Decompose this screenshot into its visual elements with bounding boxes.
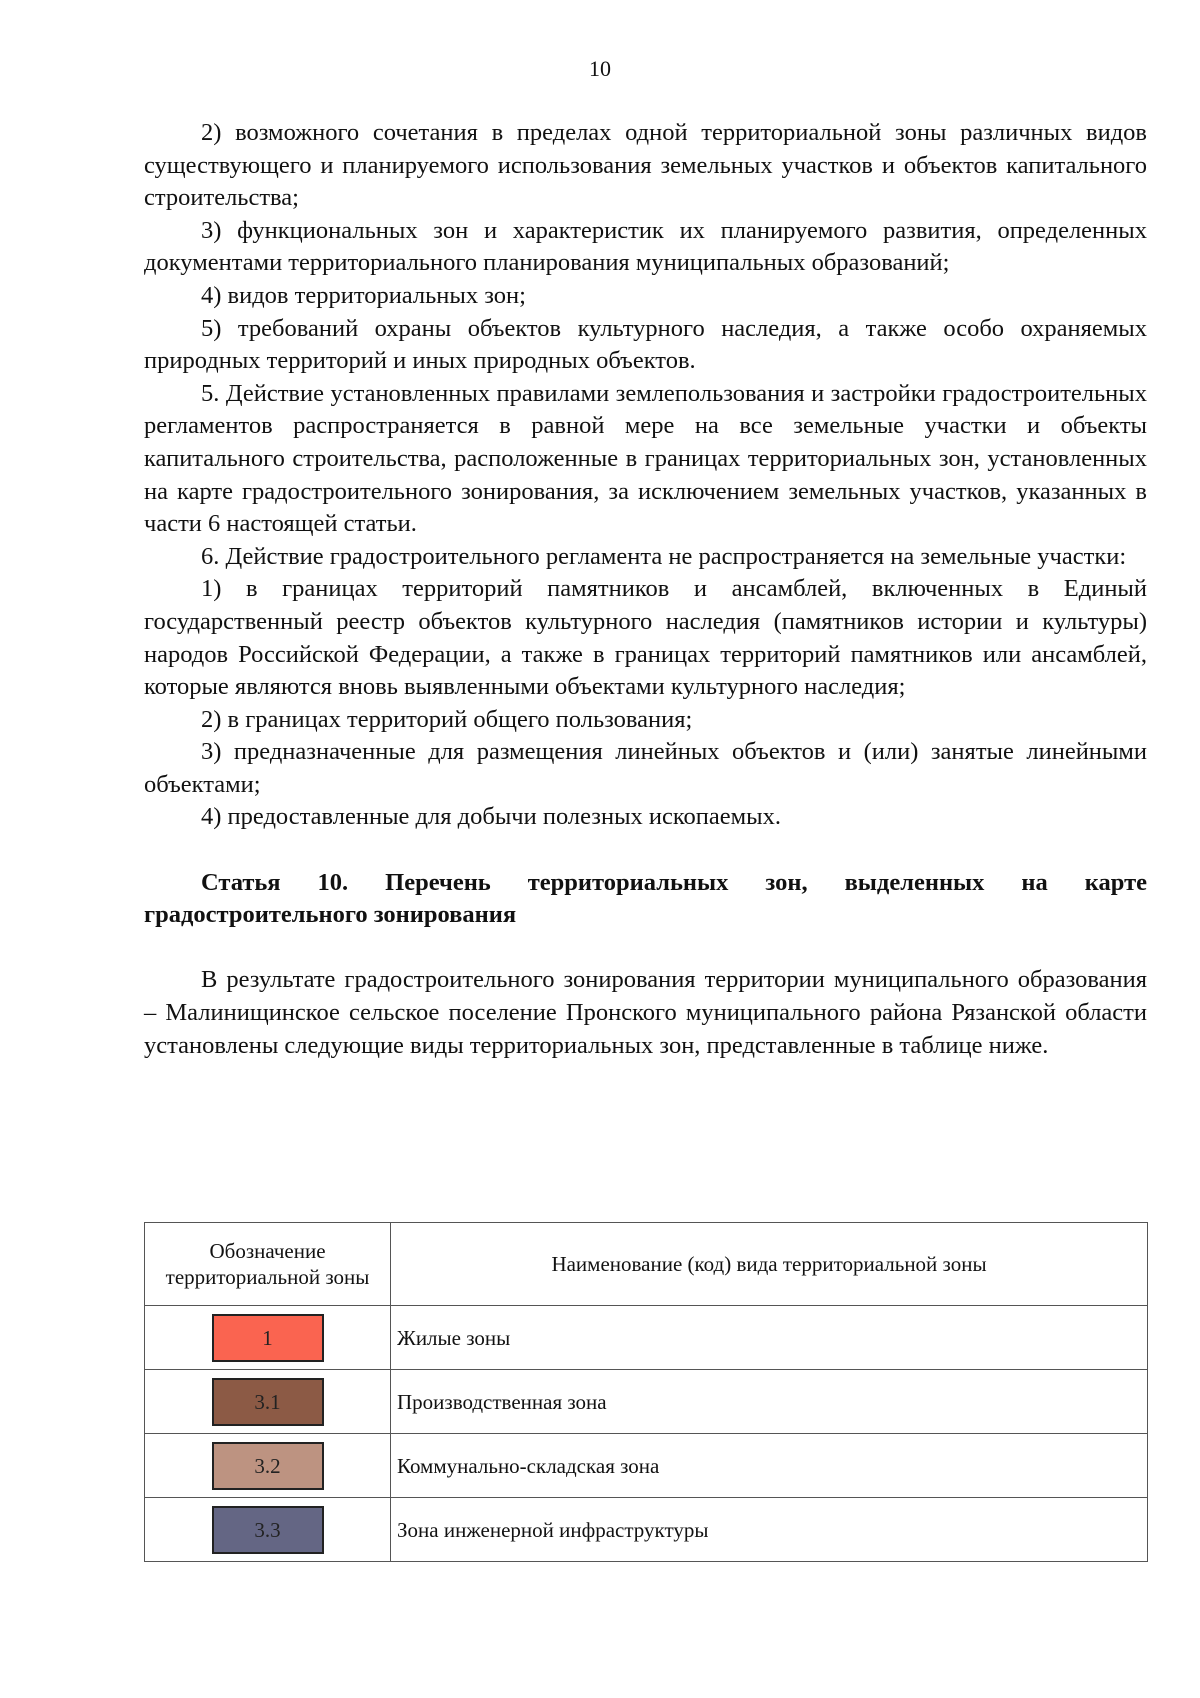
zone-swatch: 1	[212, 1314, 324, 1362]
paragraph: 3) функциональных зон и характеристик их планируемого развития, определенных документами территориального планирования муниципальных образований;	[144, 216, 1147, 277]
page-number: 10	[589, 56, 611, 81]
zone-swatch: 3.1	[212, 1378, 324, 1426]
table-row	[145, 1498, 1148, 1562]
header-zone-designation: Обозначение территориальной зоны	[145, 1223, 391, 1306]
zone-designation-cell	[145, 1306, 391, 1370]
zone-name: Зона инженерной инфраструктуры	[391, 1498, 1148, 1562]
zone-name: Коммунально-складская зона	[391, 1434, 1148, 1498]
zone-designation-cell	[145, 1370, 391, 1434]
paragraph: 6. Действие градостроительного регламента не распространяется на земельные участки:	[201, 542, 1127, 570]
zone-name: Жилые зоны	[391, 1306, 1148, 1370]
table-row	[145, 1370, 1148, 1434]
table-header-row	[145, 1223, 1148, 1306]
paragraph: 5. Действие установленных правилами землепользования и застройки градостроительных регламентов распространяется в равной мере на все земельные участки и объекты капитального строительства, расположенные в границах территориальных зон, установленных на карте градостроительного зонирования, за исключением земельных участков, указанных в части 6 настоящей статьи.	[144, 379, 1147, 538]
zone-designation-cell	[145, 1434, 391, 1498]
document-body	[144, 117, 1147, 1062]
article-heading: Статья 10. Перечень территориальных зон, выделенных на карте градостроительного зонирования	[144, 868, 1147, 929]
table-row	[145, 1306, 1148, 1370]
zones-table	[144, 1222, 1148, 1562]
zone-swatch: 3.2	[212, 1442, 324, 1490]
table-row	[145, 1434, 1148, 1498]
zone-designation-cell	[145, 1498, 391, 1562]
paragraph: 2) в границах территорий общего пользования;	[201, 705, 693, 733]
paragraph: 4) видов территориальных зон;	[201, 281, 526, 309]
paragraph: 4) предоставленные для добычи полезных ископаемых.	[201, 803, 781, 831]
paragraph: 5) требований охраны объектов культурного наследия, а также особо охраняемых природных территорий и иных природных объектов.	[144, 314, 1147, 375]
paragraph: 3) предназначенные для размещения линейных объектов и (или) занятые линейными объектами;	[144, 738, 1147, 798]
intro-paragraph: В результате градостроительного зонирования территории муниципального образования – Малинищинское сельское поселение Пронского муниципального района Рязанской области установлены следующие виды территориальных зон, представленные в таблице ниже.	[144, 966, 1147, 1059]
zone-swatch: 3.3	[212, 1506, 324, 1554]
zone-name: Производственная зона	[391, 1370, 1148, 1434]
header-zone-name: Наименование (код) вида территориальной зоны	[391, 1223, 1148, 1306]
paragraph: 2) возможного сочетания в пределах одной территориальной зоны различных видов существующего и планируемого использования земельных участков и объектов капитального строительства;	[144, 119, 1147, 212]
paragraph: 1) в границах территорий памятников и ансамблей, включенных в Единый государственный реестр объектов культурного наследия (памятников истории и культуры) народов Российской Федерации, а также в границах территорий памятников или ансамблей, которые являются вновь выявленными объектами культурного наследия;	[144, 575, 1147, 701]
